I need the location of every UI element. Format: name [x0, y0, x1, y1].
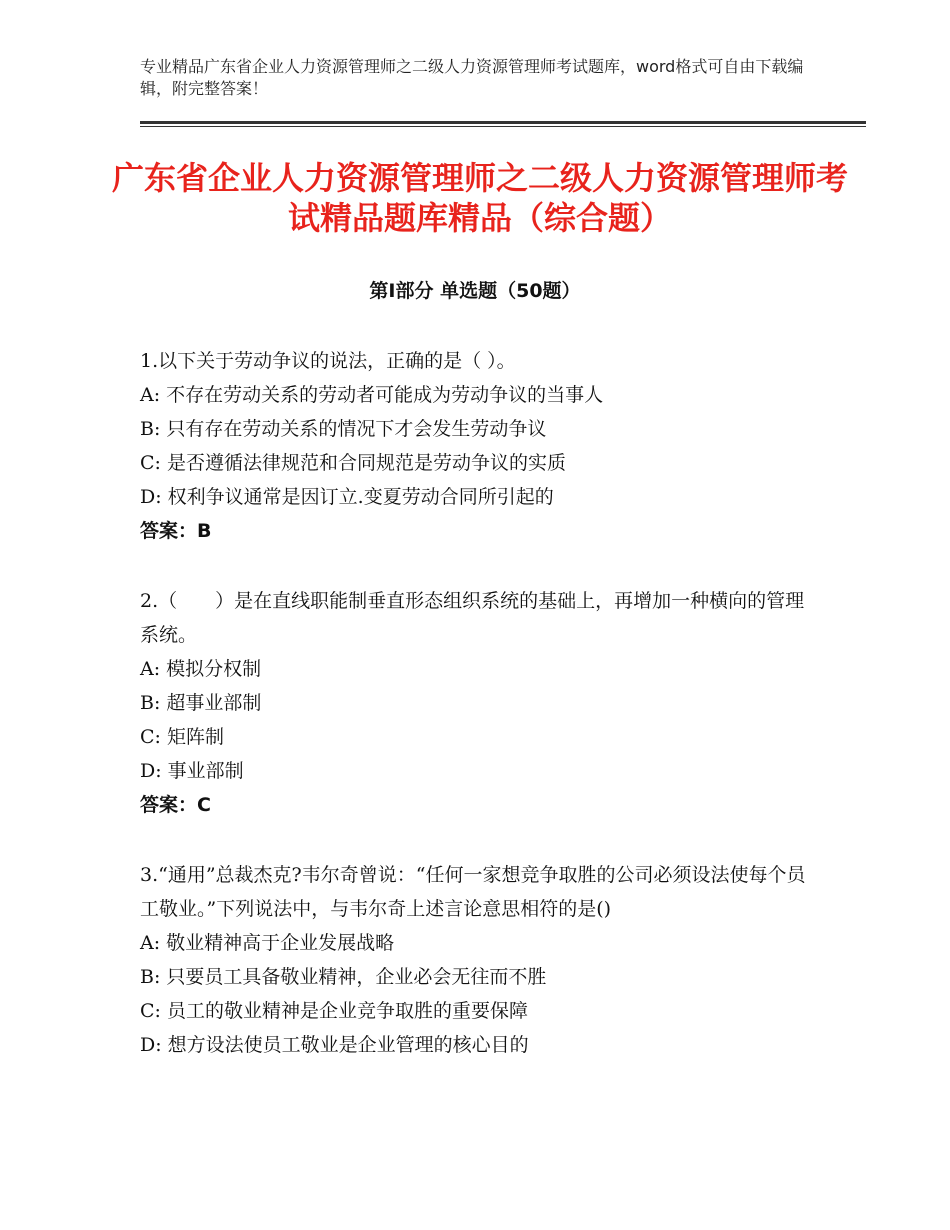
question-stem: 1.以下关于劳动争议的说法，正确的是（ ）。	[140, 350, 516, 372]
document-title: 广东省企业人力资源管理师之二级人力资源管理师考试精品题库精品（综合题）	[111, 159, 848, 237]
option-c: C: 员工的敬业精神是企业竞争取胜的重要保障	[140, 1000, 528, 1022]
question-1	[140, 344, 820, 548]
question-3	[140, 858, 820, 1062]
option-d: D: 想方设法使员工敬业是企业管理的核心目的	[140, 1034, 529, 1056]
header-rule-thick	[140, 121, 866, 124]
header-note: 专业精品广东省企业人力资源管理师之二级人力资源管理师考试题库，word格式可自由下载编辑，附完整答案！	[140, 57, 804, 98]
option-d: D: 事业部制	[140, 760, 244, 782]
option-a: A: 模拟分权制	[140, 658, 262, 680]
section-title: 第Ⅰ部分 单选题（50题）	[369, 280, 581, 302]
question-stem: 2.（ ）是在直线职能制垂直形态组织系统的基础上，再增加一种横向的管理系统。	[140, 590, 805, 646]
answer-line: 答案：C	[140, 794, 211, 816]
option-b: B: 只要员工具备敬业精神，企业必会无往而不胜	[140, 966, 547, 988]
option-b: B: 超事业部制	[140, 692, 262, 714]
option-c: C: 矩阵制	[140, 726, 224, 748]
answer-line: 答案：B	[140, 520, 212, 542]
option-a: A: 不存在劳动关系的劳动者可能成为劳动争议的当事人	[140, 384, 604, 406]
question-stem: 3.“通用”总裁杰克?韦尔奇曾说：“任何一家想竞争取胜的公司必须设法使每个员工敬业。”下列说法中，与韦尔奇上述言论意思相符的是()	[140, 864, 806, 920]
option-d: D: 权利争议通常是因订立.变夏劳动合同所引起的	[140, 486, 554, 508]
header-rule-thin	[140, 126, 866, 127]
question-2	[140, 584, 820, 822]
option-a: A: 敬业精神高于企业发展战略	[140, 932, 395, 954]
option-b: B: 只有存在劳动关系的情况下才会发生劳动争议	[140, 418, 547, 440]
question-list	[140, 344, 820, 1062]
option-c: C: 是否遵循法律规范和合同规范是劳动争议的实质	[140, 452, 566, 474]
